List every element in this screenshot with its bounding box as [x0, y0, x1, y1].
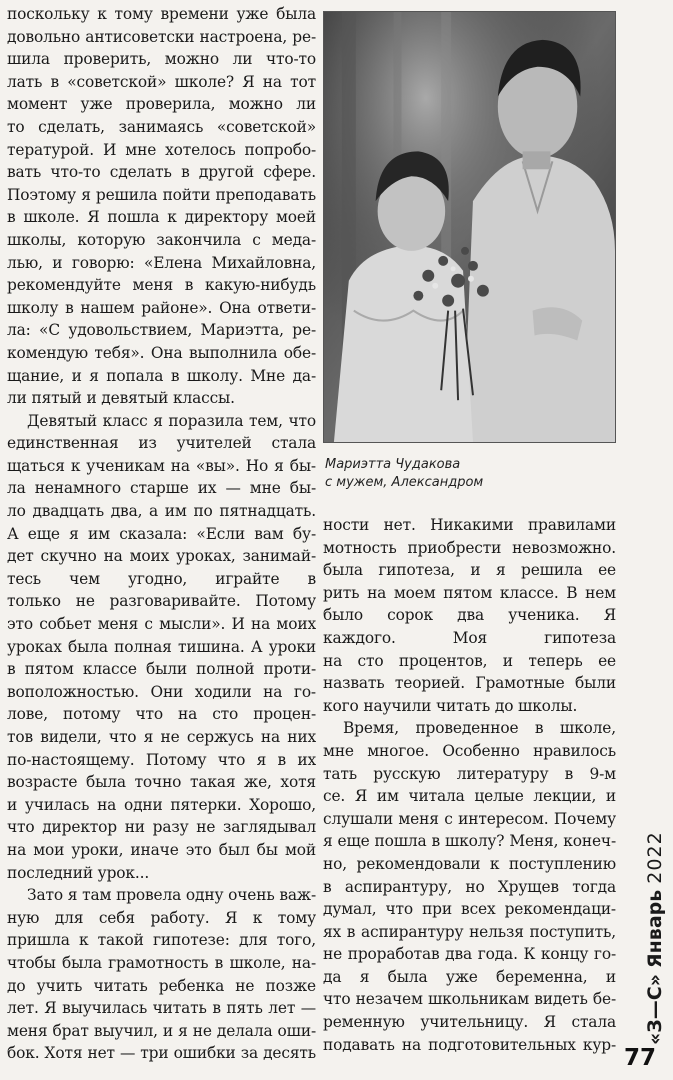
journal-title: «З—С» — [644, 974, 666, 1045]
left-column-line: это собьет меня с мысли». И на моих — [7, 615, 316, 634]
left-column-line: ную для себя работу. Я к тому — [7, 908, 316, 927]
photo-illustration — [324, 12, 615, 442]
article-right-column — [323, 514, 616, 1054]
right-column-line: ности нет. Никакими правилами — [323, 516, 616, 534]
right-column-line: было сорок два ученика. Я — [323, 606, 616, 625]
left-column-line: вать что-то сделать в другой сфере. — [7, 163, 316, 182]
left-column-line: воположностью. Они ходили на го- — [7, 682, 316, 701]
right-column-line: подавать на подготовительных кур- — [323, 1035, 616, 1054]
left-column-line: в школе. Я пошла к директору моей — [7, 208, 316, 227]
left-column-line: Поэтому я решила пойти преподавать — [7, 185, 316, 204]
left-column-line: поскольку к тому времени уже была — [7, 5, 316, 23]
left-column-line: Девятый класс я поразила тем, что — [27, 411, 316, 430]
right-column-line: что незачем школьникам видеть бе- — [323, 990, 616, 1009]
right-column-line: думал, что при всех рекомендаци- — [323, 900, 616, 919]
left-column-line: и училась на одни пятерки. Хорошо, — [7, 795, 316, 814]
left-column-line: лать в «советской» школе? Я на тот — [7, 72, 316, 91]
left-column-line: уроках была полная тишина. А уроки — [7, 637, 316, 656]
running-header-vertical — [640, 825, 670, 1045]
left-column-line: Зато я там провела одну очень важ- — [27, 886, 316, 905]
article-photo — [323, 11, 616, 443]
left-column-line: возрасте была точно такая же, хотя — [7, 773, 316, 792]
left-column-line: что директор ни разу не заглядывал — [7, 818, 316, 837]
left-column-line: пришла к такой гипотезе: для того, — [7, 931, 316, 950]
right-column-line: была гипотеза, и я решила ее — [323, 561, 616, 580]
left-column-line: ла ненамного старше их — мне бы- — [7, 479, 316, 498]
article-left-column — [7, 3, 316, 1065]
right-column-line: я еще пошла в школу? Меня, конеч- — [323, 832, 616, 851]
issue-month: Январь — [644, 889, 666, 968]
right-column-line: ях в аспирантуру нельзя поступить, — [323, 922, 616, 941]
right-column-line: кого научили читать до школы. — [323, 696, 578, 715]
left-column-line: ла: «С удовольствием, Мариэтта, ре- — [7, 321, 316, 340]
left-column-line: меня брат выучил, и я не делала оши- — [7, 1021, 316, 1040]
left-column-line: единственная из учителей стала — [7, 434, 316, 453]
left-column-line: школы, которую закончила с меда- — [7, 230, 316, 249]
left-column-line: то сделать, занимаясь «советской» — [7, 117, 316, 136]
left-column-line: щание, и я попала в школу. Мне да- — [7, 366, 316, 385]
left-column-line: по-настоящему. Потому что я в их — [7, 750, 316, 769]
left-column-line: на мои уроки, иначе это был бы мой — [7, 840, 316, 859]
left-column-line: дет скучно на моих уроках, занимай- — [7, 547, 316, 566]
right-column-line: се. Я им читала целые лекции, и — [323, 787, 616, 806]
right-column-line: каждого. Моя гипотеза — [323, 628, 616, 647]
left-column-line: лет. Я выучилась читать в пять лет — — [7, 999, 316, 1018]
left-column-line: щаться к ученикам на «вы». Но я бы- — [7, 456, 316, 475]
caption-line-name: Мариэтта Чудакова — [325, 457, 461, 472]
left-column-line: тесь чем угодно, играйте в — [7, 569, 316, 588]
right-column-line: но, рекомендовали к поступлению — [323, 854, 616, 873]
right-column-line: мотность приобрести невозможно. — [323, 538, 616, 557]
left-column-line: последний урок... — [7, 863, 150, 882]
right-column-line: назвать теорией. Грамотные были — [323, 674, 616, 693]
right-column-line: на сто процентов, и теперь ее — [323, 651, 616, 670]
right-column-line: Время, проведенное в школе, — [343, 719, 616, 738]
left-column-line: А еще я им сказала: «Если вам бу- — [7, 524, 316, 543]
left-column-line: рекомендуйте меня в какую-нибудь — [7, 276, 316, 295]
left-column-line: шила проверить, можно ли что-то — [7, 50, 316, 69]
left-column-line: тов видели, что я не сержусь на них — [7, 728, 316, 746]
page-number: 77 — [624, 1045, 657, 1071]
left-column-line: до учить читать ребенка не позже — [7, 976, 316, 995]
right-column-line: слушали меня с интересом. Почему — [323, 809, 616, 828]
right-column-line: рить на моем пятом классе. В нем — [323, 583, 616, 602]
issue-year: 2022 — [644, 831, 666, 884]
left-column-line: момент уже проверила, можно ли — [7, 95, 316, 114]
caption-line-husband: с мужем, Александром — [325, 475, 484, 490]
right-column-line: в аспирантуру, но Хрущев тогда — [323, 877, 616, 896]
left-column-line: ли пятый и девятый классы. — [7, 389, 235, 408]
right-column-line: ременную учительницу. Я стала — [323, 1013, 616, 1032]
left-column-line: ло двадцать два, а им по пятнадцать. — [7, 502, 316, 521]
left-column-line: лове, потому что на сто процен- — [7, 705, 316, 724]
left-column-line: школу в нашем районе». Она ответи- — [7, 298, 316, 317]
photo-caption — [325, 456, 525, 492]
left-column-line: довольно антисоветски настроена, ре- — [7, 27, 316, 46]
right-column-line: мне многое. Особенно нравилось — [323, 741, 616, 760]
left-column-line: тературой. И мне хотелось попробо- — [7, 140, 316, 159]
left-column-line: чтобы была грамотность в школе, на- — [7, 953, 316, 972]
left-column-line: в пятом классе были полной проти- — [7, 660, 316, 679]
left-column-line: бок. Хотя нет — три ошибки за десять — [7, 1044, 316, 1063]
right-column-line: тать русскую литературу в 9-м — [323, 764, 616, 783]
left-column-line: только не разговаривайте. Потому — [7, 592, 316, 611]
right-column-line: да я была уже беременна, и — [323, 967, 616, 986]
left-column-line: комендую тебя». Она выполнила обе- — [7, 343, 316, 362]
left-column-line: лью, и говорю: «Елена Михайловна, — [7, 253, 316, 272]
right-column-line: не проработав два года. К концу го- — [323, 945, 616, 964]
